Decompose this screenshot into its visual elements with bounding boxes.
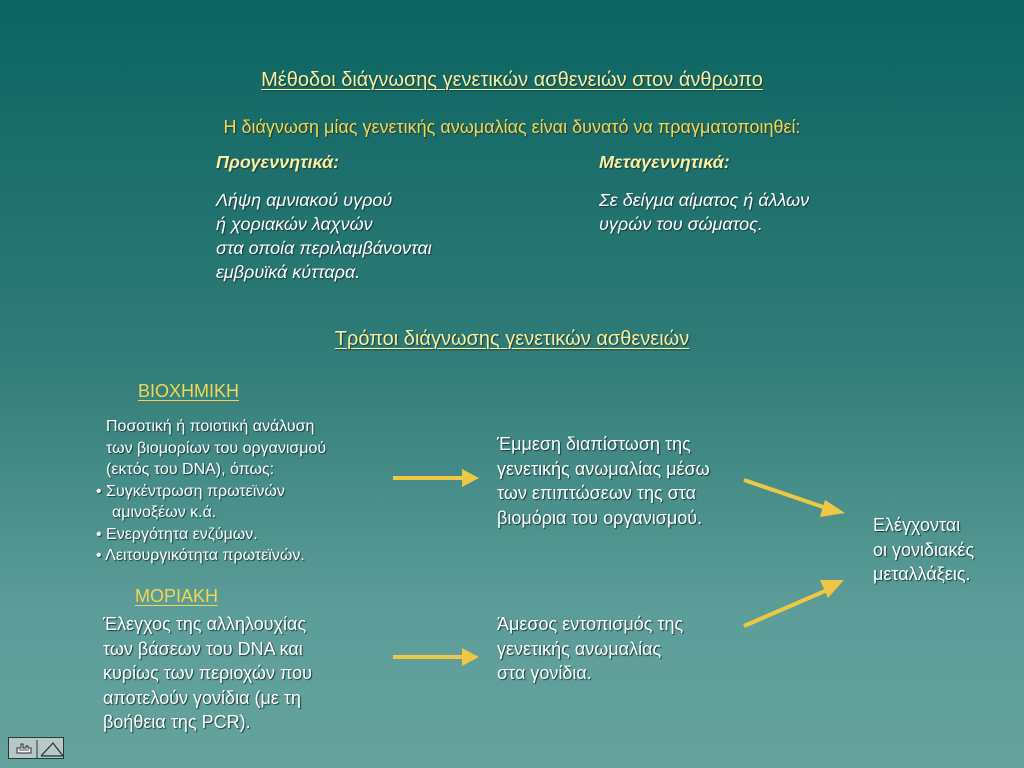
hand-pointer-icon[interactable] bbox=[17, 744, 31, 753]
biochemical-heading: ΒΙΟΧΗΜΙΚΗ bbox=[138, 381, 240, 401]
section-subtitle: Τρόποι διάγνωσης γενετικών ασθενειών bbox=[334, 328, 690, 350]
prenatal-heading: Προγεννητικά: bbox=[216, 152, 340, 172]
prenatal-line: εμβρυϊκά κύτταρα. bbox=[216, 262, 361, 282]
molecular-line: των βάσεων του DNA και bbox=[103, 638, 303, 659]
page-title: Μέθοδοι διάγνωσης γενετικών ασθενειών στον άνθρωπο bbox=[261, 69, 763, 91]
molecular-result-line: στα γονίδια. bbox=[497, 663, 592, 683]
arrow-indirect-to-conclusion bbox=[744, 480, 845, 517]
biochemical-result-line: Έμμεση διαπίστωση της bbox=[497, 434, 691, 454]
conclusion-line: μεταλλάξεις. bbox=[873, 564, 971, 584]
biochemical-line: • Ενεργότητα ενζύμων. bbox=[96, 525, 258, 543]
biochemical-line: αμινοξέων κ.ά. bbox=[112, 504, 217, 521]
molecular-result-line: Άμεσος εντοπισμός της bbox=[497, 614, 684, 634]
triangle-icon[interactable] bbox=[41, 743, 63, 756]
conclusion-line: Ελέγχονται bbox=[873, 515, 961, 535]
biochemical-result-line: γενετικής ανωμαλίας μέσω bbox=[497, 458, 710, 479]
molecular-line: αποτελούν γονίδια (με τη bbox=[103, 687, 301, 708]
intro-text: Η διάγνωση μίας γενετικής ανωμαλίας είναι δυνατό να πραγματοποιηθεί: bbox=[223, 117, 801, 137]
molecular-line: κυρίως των περιοχών που bbox=[103, 663, 312, 683]
prenatal-line: ή χοριακών λαχνών bbox=[216, 214, 373, 234]
biochemical-line: Ποσοτική ή ποιοτική ανάλυση bbox=[106, 418, 315, 435]
arrow-biochemical-to-result bbox=[393, 469, 479, 487]
conclusion-line: οι γονιδιακές bbox=[873, 539, 975, 560]
postnatal-heading: Μεταγεννητικά: bbox=[599, 152, 730, 172]
slide-nav-control[interactable] bbox=[8, 737, 64, 759]
biochemical-line: • Λειτουργικότητα πρωτεϊνών. bbox=[96, 547, 305, 564]
molecular-result-line: γενετικής ανωμαλίας bbox=[497, 638, 662, 659]
molecular-heading: ΜΟΡΙΑΚΗ bbox=[135, 586, 219, 606]
molecular-line: βοήθεια της PCR). bbox=[103, 712, 251, 732]
molecular-line: Έλεγχος της αλληλουχίας bbox=[103, 614, 307, 634]
arrow-direct-to-conclusion bbox=[744, 580, 844, 626]
prenatal-line: Λήψη αμνιακού υγρού bbox=[216, 190, 393, 210]
arrow-molecular-to-result bbox=[393, 648, 479, 666]
postnatal-line: υγρών του σώματος. bbox=[599, 214, 763, 234]
biochemical-result-line: των επιπτώσεων της στα bbox=[497, 483, 697, 503]
postnatal-line: Σε δείγμα αίματος ή άλλων bbox=[599, 190, 810, 210]
biochemical-line: (εκτός του DNA), όπως: bbox=[106, 461, 275, 478]
biochemical-line: • Συγκέντρωση πρωτεϊνών bbox=[96, 482, 285, 500]
biochemical-line: των βιομορίων του οργανισμού bbox=[106, 439, 327, 457]
biochemical-result-line: βιομόρια του οργανισμού. bbox=[497, 507, 703, 528]
prenatal-line: στα οποία περιλαμβάνονται bbox=[216, 238, 432, 258]
